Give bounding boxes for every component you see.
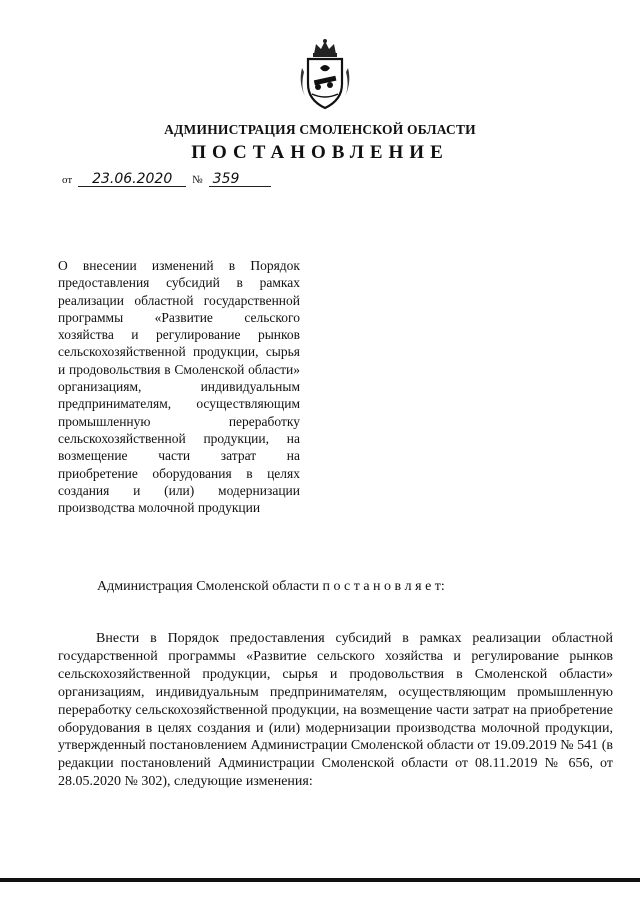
document-type-title: ПОСТАНОВЛЕНИЕ [191, 142, 449, 163]
document-number: 359 [209, 172, 271, 187]
body-paragraph: Внести в Порядок предоставления субсидий в рамках реализации областной государственной программы «Развитие сельского хозяйства и регулирование рынков сельскохозяйственной продукции, сырья и продовольствия в Смоленской области» организациям, индивидуальным предпринимателям, осуществляющим промышленную переработку сельскохозяйственной продукции, на возмещение части затрат на приобретение оборудования в целях создания и (или) модернизации производства молочной продукции, утвержденный постановлением Администрации Смоленской области от 19.09.2019 № 541 (в редакции постановлений Администрации Смоленской области от 08.11.2019 № 656, от 28.05.2020 № 302), следующие изменения: [58, 631, 613, 790]
coat-of-arms-icon [296, 38, 354, 112]
document-subject: О внесении изменений в Порядок предоставления субсидий в рамках реализации областной государственной программы «Развитие сельского хозяйства и регулирование рынков сельскохозяйственной продукции, сырья и продовольствия в Смоленской области» организациям, индивидуальным предпринимателям, осуществляющим промышленную переработку сельскохозяйственной продукции, на возмещение части затрат на приобретение оборудования в целях создания и (или) модернизации производства молочной продукции [58, 258, 300, 516]
preamble-spaced: п о с т а н о в л я е т: [322, 579, 445, 594]
preamble-text: Администрация Смоленской области [97, 579, 320, 594]
document-date: 23.06.2020 [78, 172, 186, 187]
date-prefix: от [62, 174, 73, 186]
number-prefix: № [192, 174, 203, 186]
organization-title: АДМИНИСТРАЦИЯ СМОЛЕНСКОЙ ОБЛАСТИ [164, 122, 476, 137]
page-bottom-rule [0, 878, 640, 882]
document-meta-line [62, 172, 271, 187]
preamble [97, 579, 445, 595]
